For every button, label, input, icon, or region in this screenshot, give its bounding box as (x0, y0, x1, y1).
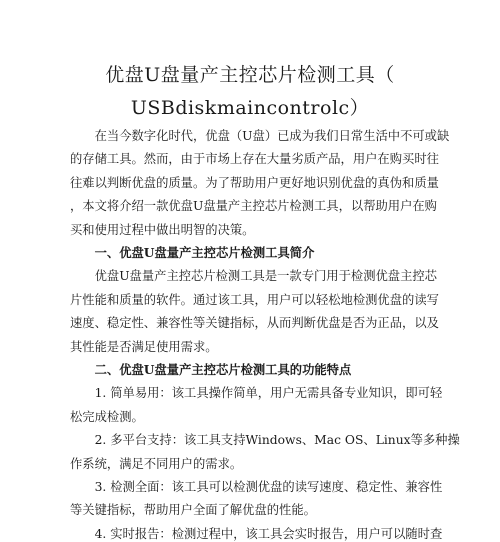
paragraph-line: 2. 多平台支持：该工具支持Windows、Mac OS、Linux等多种操 (70, 433, 460, 448)
paragraph-line: 在当今数字化时代，优盘（U盘）已成为我们日常生活中不可或缺 (70, 129, 450, 143)
paragraph-line: 3. 检测全面：该工具可以检测优盘的读写速度、稳定性、兼容性 (70, 480, 443, 494)
paragraph-line: 优盘U盘量产主控芯片检测工具是一款专门用于检测优盘主控芯 (70, 269, 437, 284)
paragraph-line: 松完成检测。 (70, 409, 144, 424)
paragraph-line: 4. 实时报告：检测过程中，该工具会实时报告，用户可以随时查 (70, 526, 443, 541)
section-heading: 二、优盘U盘量产主控芯片检测工具的功能特点 (70, 362, 352, 377)
paragraph-line: 等关键指标，帮助用户全面了解优盘的性能。 (70, 503, 316, 518)
paragraph-line: 作系统，满足不同用户的需求。 (70, 456, 243, 471)
document-title-line-1: 优盘U盘量产主控芯片检测工具（ (105, 64, 395, 86)
section-heading: 一、优盘U盘量产主控芯片检测工具简介 (70, 245, 315, 260)
paragraph-line: 其性能是否满足使用需求。 (70, 339, 218, 354)
document-title-line-2: USBdiskmaincontrolc） (130, 97, 370, 119)
paragraph-line: 1. 简单易用：该工具操作简单，用户无需具备专业知识，即可轻 (70, 386, 443, 401)
paragraph-line: 买和使用过程中做出明智的决策。 (70, 222, 255, 237)
paragraph-line: 往难以判断优盘的质量。为了帮助用户更好地识别优盘的真伪和质量 (70, 175, 439, 190)
paragraph-line: 的存储工具。然而，由于市场上存在大量劣质产品，用户在购买时往 (70, 152, 439, 167)
paragraph-line: 片性能和质量的软件。通过该工具，用户可以轻松地检测优盘的读写 (70, 292, 439, 307)
paragraph-line: 速度、稳定性、兼容性等关键指标，从而判断优盘是否为正品，以及 (70, 316, 439, 331)
paragraph-line: ，本文将介绍一款优盘U盘量产主控芯片检测工具，以帮助用户在购 (70, 199, 437, 214)
